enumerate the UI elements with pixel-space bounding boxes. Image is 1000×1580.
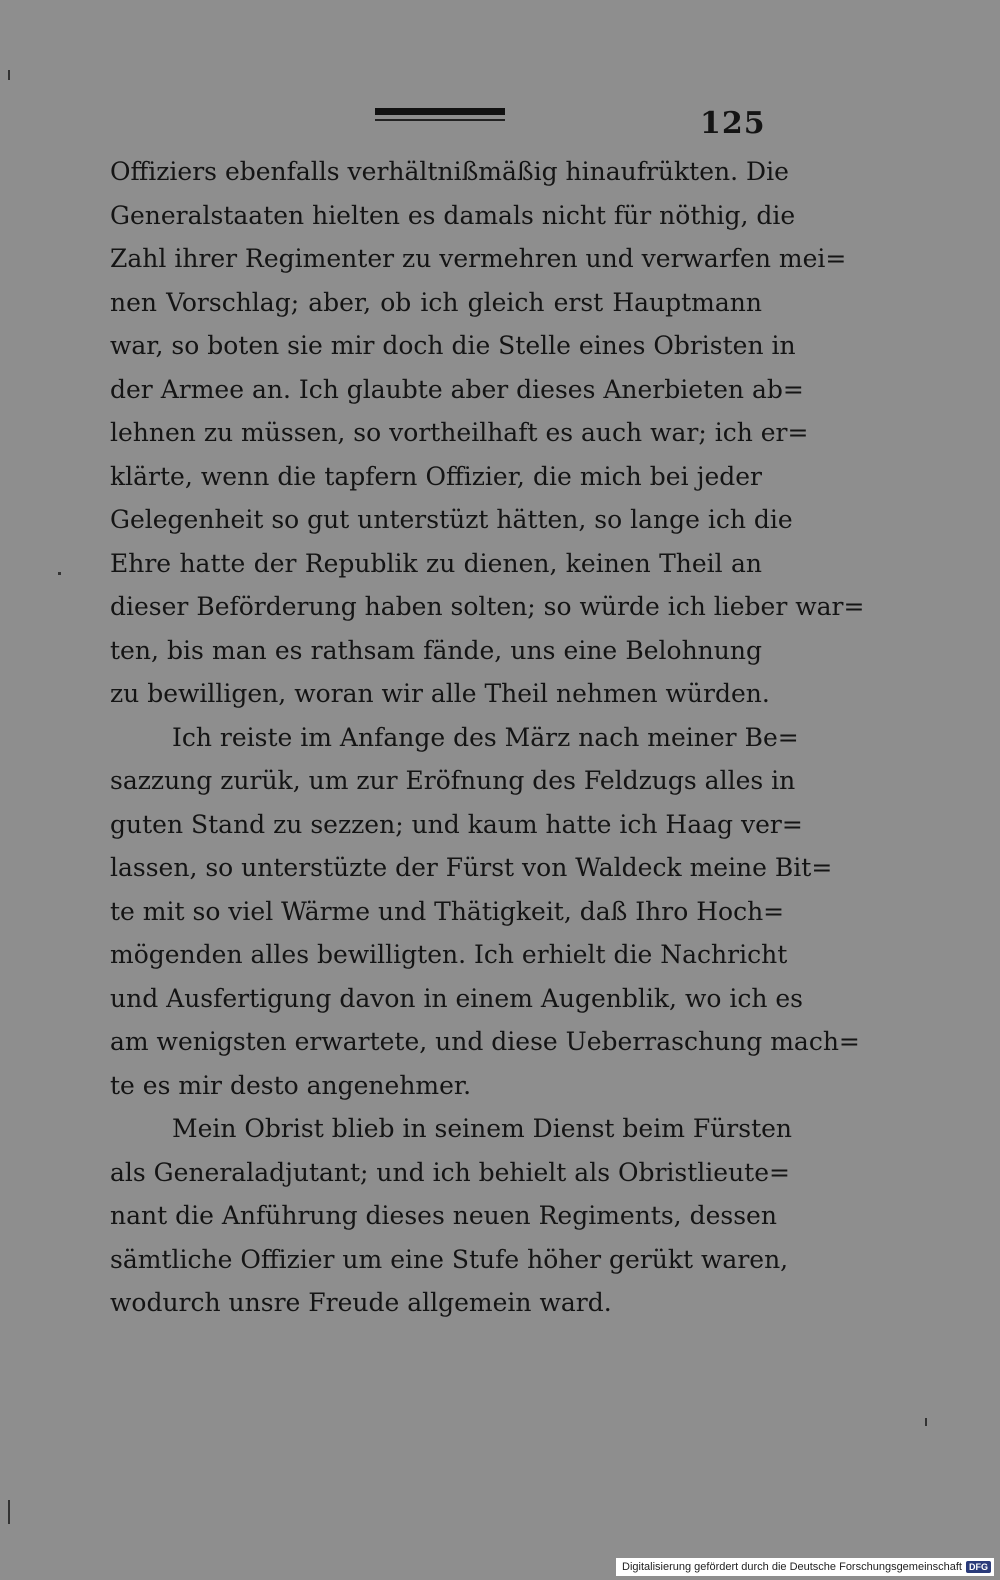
text-line: Ehre hatte der Republik zu dienen, keinen Theil an bbox=[110, 548, 762, 578]
text-line: te es mir desto angenehmer. bbox=[110, 1070, 472, 1100]
text-line: Mein Obrist blieb in seinem Dienst beim Fürsten bbox=[172, 1114, 793, 1143]
digitization-credit-footer bbox=[616, 1558, 994, 1576]
scan-speck bbox=[58, 572, 61, 575]
text-line: sazzung zurük, um zur Eröfnung des Feldzugs alles in bbox=[110, 766, 796, 795]
text-line: Gelegenheit so gut unterstüzt hätten, so lange ich die bbox=[110, 505, 793, 534]
page-number: 125 bbox=[700, 106, 766, 141]
text-line: guten Stand zu sezzen; und kaum hatte ich Haag ver= bbox=[110, 809, 803, 839]
text-line: ten, bis man es rathsam fände, uns eine Belohnung bbox=[110, 635, 762, 665]
text-line: klärte, wenn die tapfern Offizier, die mich bei jeder bbox=[110, 461, 762, 491]
footer-credit-text: Digitalisierung gefördert durch die Deutsche Forschungsgemeinschaft bbox=[622, 1561, 962, 1573]
text-line: lassen, so unterstüzte der Fürst von Waldeck meine Bit= bbox=[110, 853, 833, 882]
text-line: dieser Beförderung haben solten; so würde ich lieber war= bbox=[110, 592, 865, 621]
header-ornament-rule bbox=[375, 108, 505, 124]
header-rule-thin bbox=[375, 119, 505, 121]
text-line: te mit so viel Wärme und Thätigkeit, daß Ihro Hoch= bbox=[110, 896, 785, 926]
scan-speck bbox=[8, 1500, 10, 1524]
text-line: Generalstaaten hielten es damals nicht für nöthig, die bbox=[110, 200, 796, 230]
scan-speck bbox=[8, 70, 10, 80]
text-line: nen Vorschlag; aber, ob ich gleich erst Hauptmann bbox=[110, 287, 762, 317]
text-line: Ich reiste im Anfange des März nach meiner Be= bbox=[172, 722, 799, 752]
text-line: zu bewilligen, woran wir alle Theil nehmen würden. bbox=[110, 679, 770, 708]
text-line: sämtliche Offizier um eine Stufe höher gerükt waren, bbox=[110, 1244, 789, 1274]
text-line: war, so boten sie mir doch die Stelle eines Obristen in bbox=[110, 331, 796, 360]
dfg-logo-icon: DFG bbox=[966, 1561, 991, 1573]
text-line: Zahl ihrer Regimenter zu vermehren und verwarfen mei= bbox=[110, 244, 847, 273]
text-line: wodurch unsre Freude allgemein ward. bbox=[110, 1288, 612, 1317]
text-line: mögenden alles bewilligten. Ich erhielt die Nachricht bbox=[110, 940, 788, 969]
text-line: am wenigsten erwartete, und diese Ueberraschung mach= bbox=[110, 1027, 860, 1056]
text-line: der Armee an. Ich glaubte aber dieses Anerbieten ab= bbox=[110, 374, 804, 404]
header-rule-thick bbox=[375, 108, 505, 115]
body-text bbox=[110, 150, 865, 1325]
text-line: nant die Anführung dieses neuen Regiments, dessen bbox=[110, 1201, 777, 1230]
scan-speck bbox=[925, 1418, 927, 1426]
text-line: lehnen zu müssen, so vortheilhaft es auch war; ich er= bbox=[110, 418, 809, 447]
text-line: Offiziers ebenfalls verhältnißmäßig hinaufrükten. Die bbox=[110, 157, 789, 186]
text-line: und Ausfertigung davon in einem Augenblik, wo ich es bbox=[110, 983, 804, 1013]
text-line: als Generaladjutant; und ich behielt als Obristlieute= bbox=[110, 1157, 790, 1187]
